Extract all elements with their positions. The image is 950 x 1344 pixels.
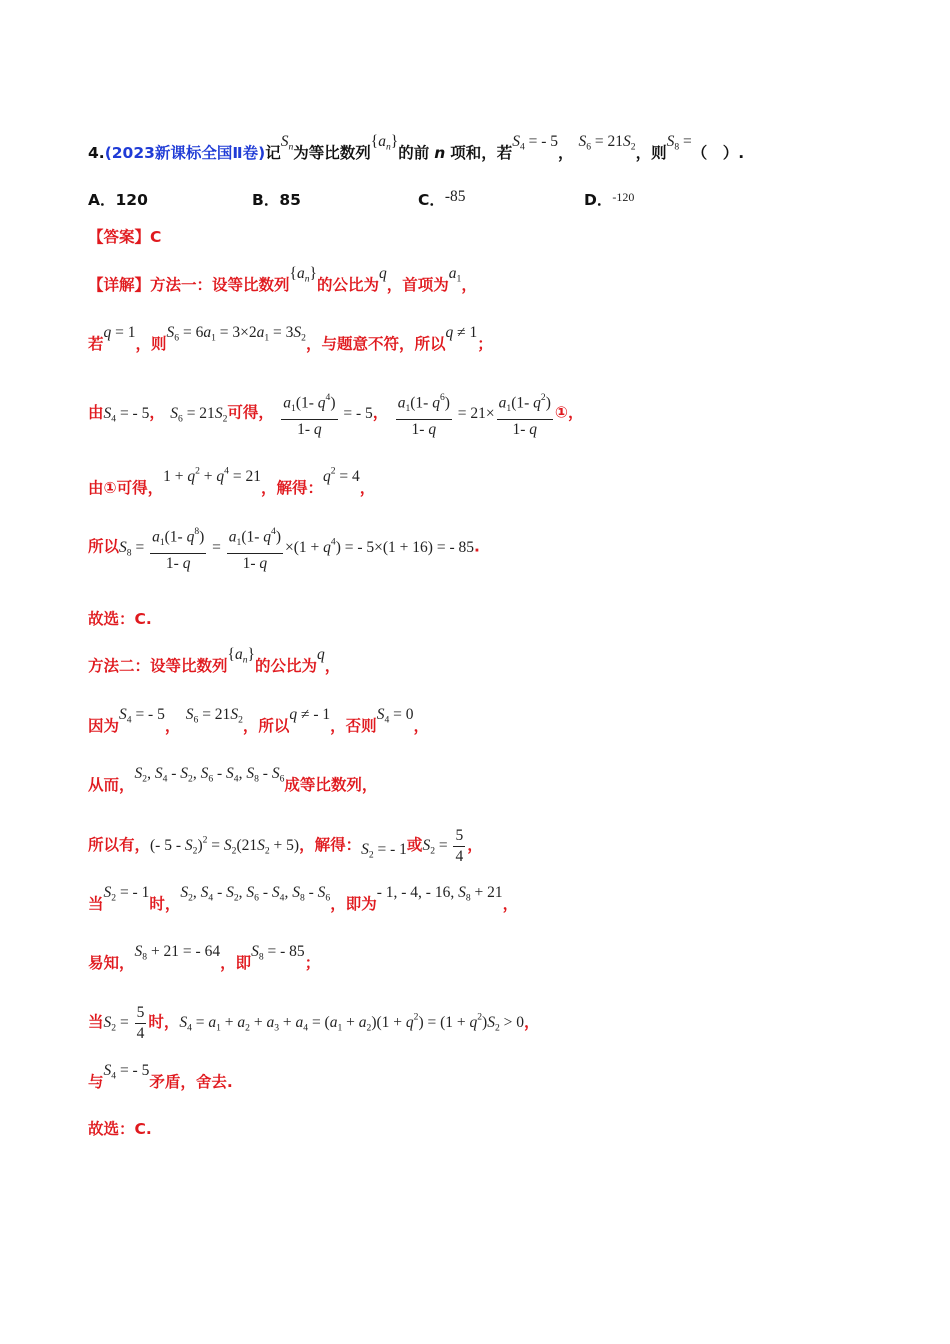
formula-s8: $S_8$ = [666, 133, 692, 153]
detail-line-13: 当$S_2$ = $\frac{5}{4}$ 时，$S_4 = a_1 + a_2 + a_3 + a_4 = (a_1 + a_2)(1 + q^2) = (1 + q^2)S_2 > 0$， [88, 1004, 540, 1042]
detail-line-1: 【详解】方法一：设等比数列$\{a_n\}$的公比为q，首项为$a_1$， [88, 265, 477, 294]
choice-a: A．120 [88, 191, 148, 209]
detail-line-12: 易知，$S_8 + 21$ = - 64，即$S_8$ = - 85； [88, 943, 321, 972]
detail-line-5: 所以$S_8$ = $\frac{a_1(1- q^8)}{1- q}$ = $\frac{a_1(1- q^4)}{1- q}$ $\times(1 + q^4)$ = - 5×(1 + 16) = - 85. [88, 522, 480, 574]
choice-b: B．85 [252, 191, 301, 209]
question-stem: 4.(2023新课标全国Ⅱ卷)记$S_n$为等比数列$\{a_n\}$的前 n 项和，若$S_4$ = - 5， $S_6 = 21S_2$，则$S_8$ =（ ）. [88, 133, 745, 162]
detail-line-10: 所以有，(- $5 - S_2)^2 = S_2(21S_2 + 5)$，解得：$S_2$ = - 1或$S_2$ = $\frac{5}{4}$ ， [88, 827, 483, 865]
answer-line [88, 225, 161, 247]
detail-line-2: 若q = 1，则$S_6 = 6a_1 = 3\times 2a_1 = 3S_2$，与题意不符，所以q ≠ 1； [88, 324, 493, 353]
choice-d: D．$^{-120}$ [584, 190, 635, 209]
choice-c: C．-85 [418, 188, 466, 209]
detail-line-7: 方法二：设等比数列$\{a_n\}$的公比为q， [88, 646, 341, 675]
formula-s6: $S_6 = 21S_2$ [578, 133, 636, 153]
answer-value: C [150, 228, 162, 246]
formula-s4: $S_4$ = - 5 [512, 133, 559, 153]
detail-line-15: 故选：C. [88, 1120, 152, 1138]
formula-s6-frac: $\frac{a_1(1- q^6)}{1- q}$ = 21× $\frac{a_1(1- q^2)}{1- q}$ [394, 405, 555, 422]
detail-line-4: 由①可得，$1 + q^2 + q^4 = 21$，解得：$q^2 = 4$， [88, 465, 376, 497]
question-source: (2023新课标全国Ⅱ卷) [104, 144, 266, 162]
detail-line-6: 故选：C. [88, 610, 152, 628]
question-number: 4. [88, 144, 105, 162]
answer-label: 【答案】 [88, 228, 151, 246]
detail-line-8: 因为$S_4$ = - 5， $S_6 = 21S_2$，所以q ≠ - 1，否则$S_4 = 0$， [88, 706, 429, 735]
detail-line-14: 与$S_4$ = - 5矛盾，舍去. [88, 1062, 233, 1091]
detail-line-11: 当$S_2$ = - 1时，$S_2$, $S_4 - S_2$, $S_6 - S_4$, $S_8 - S_6$，即为- 1, - 4, - 16, $S_8 + 21$， [88, 884, 519, 913]
formula-an: $\{a_n\}$ [370, 133, 399, 153]
formula-s8-result: $S_8$ = $\frac{a_1(1- q^8)}{1- q}$ = $\frac{a_1(1- q^4)}{1- q}$ $\times(1 + q^4)$ = - 5×(1 + 16) = - 85 [119, 539, 474, 556]
formula-sn: $S_n$ [280, 133, 294, 153]
formula-s4-frac: $\frac{a_1(1- q^4)}{1- q}$ = - 5 [279, 405, 373, 422]
detail-label: 【详解】 [88, 276, 151, 294]
detail-line-3: 由$S_4$ = - 5， $S_6 = 21S_2$可得， $\frac{a_1(1- q^4)}{1- q}$ = - 5， $\frac{a_1(1- q^6)}{1- q}$ = 21× $\frac{a_1(1- q^2)}{1- q}$ ①， [88, 388, 584, 440]
detail-line-9: 从而，$S_2$, $S_4 - S_2$, $S_6 - S_4$, $S_8 - S_6$成等比数列， [88, 765, 378, 794]
